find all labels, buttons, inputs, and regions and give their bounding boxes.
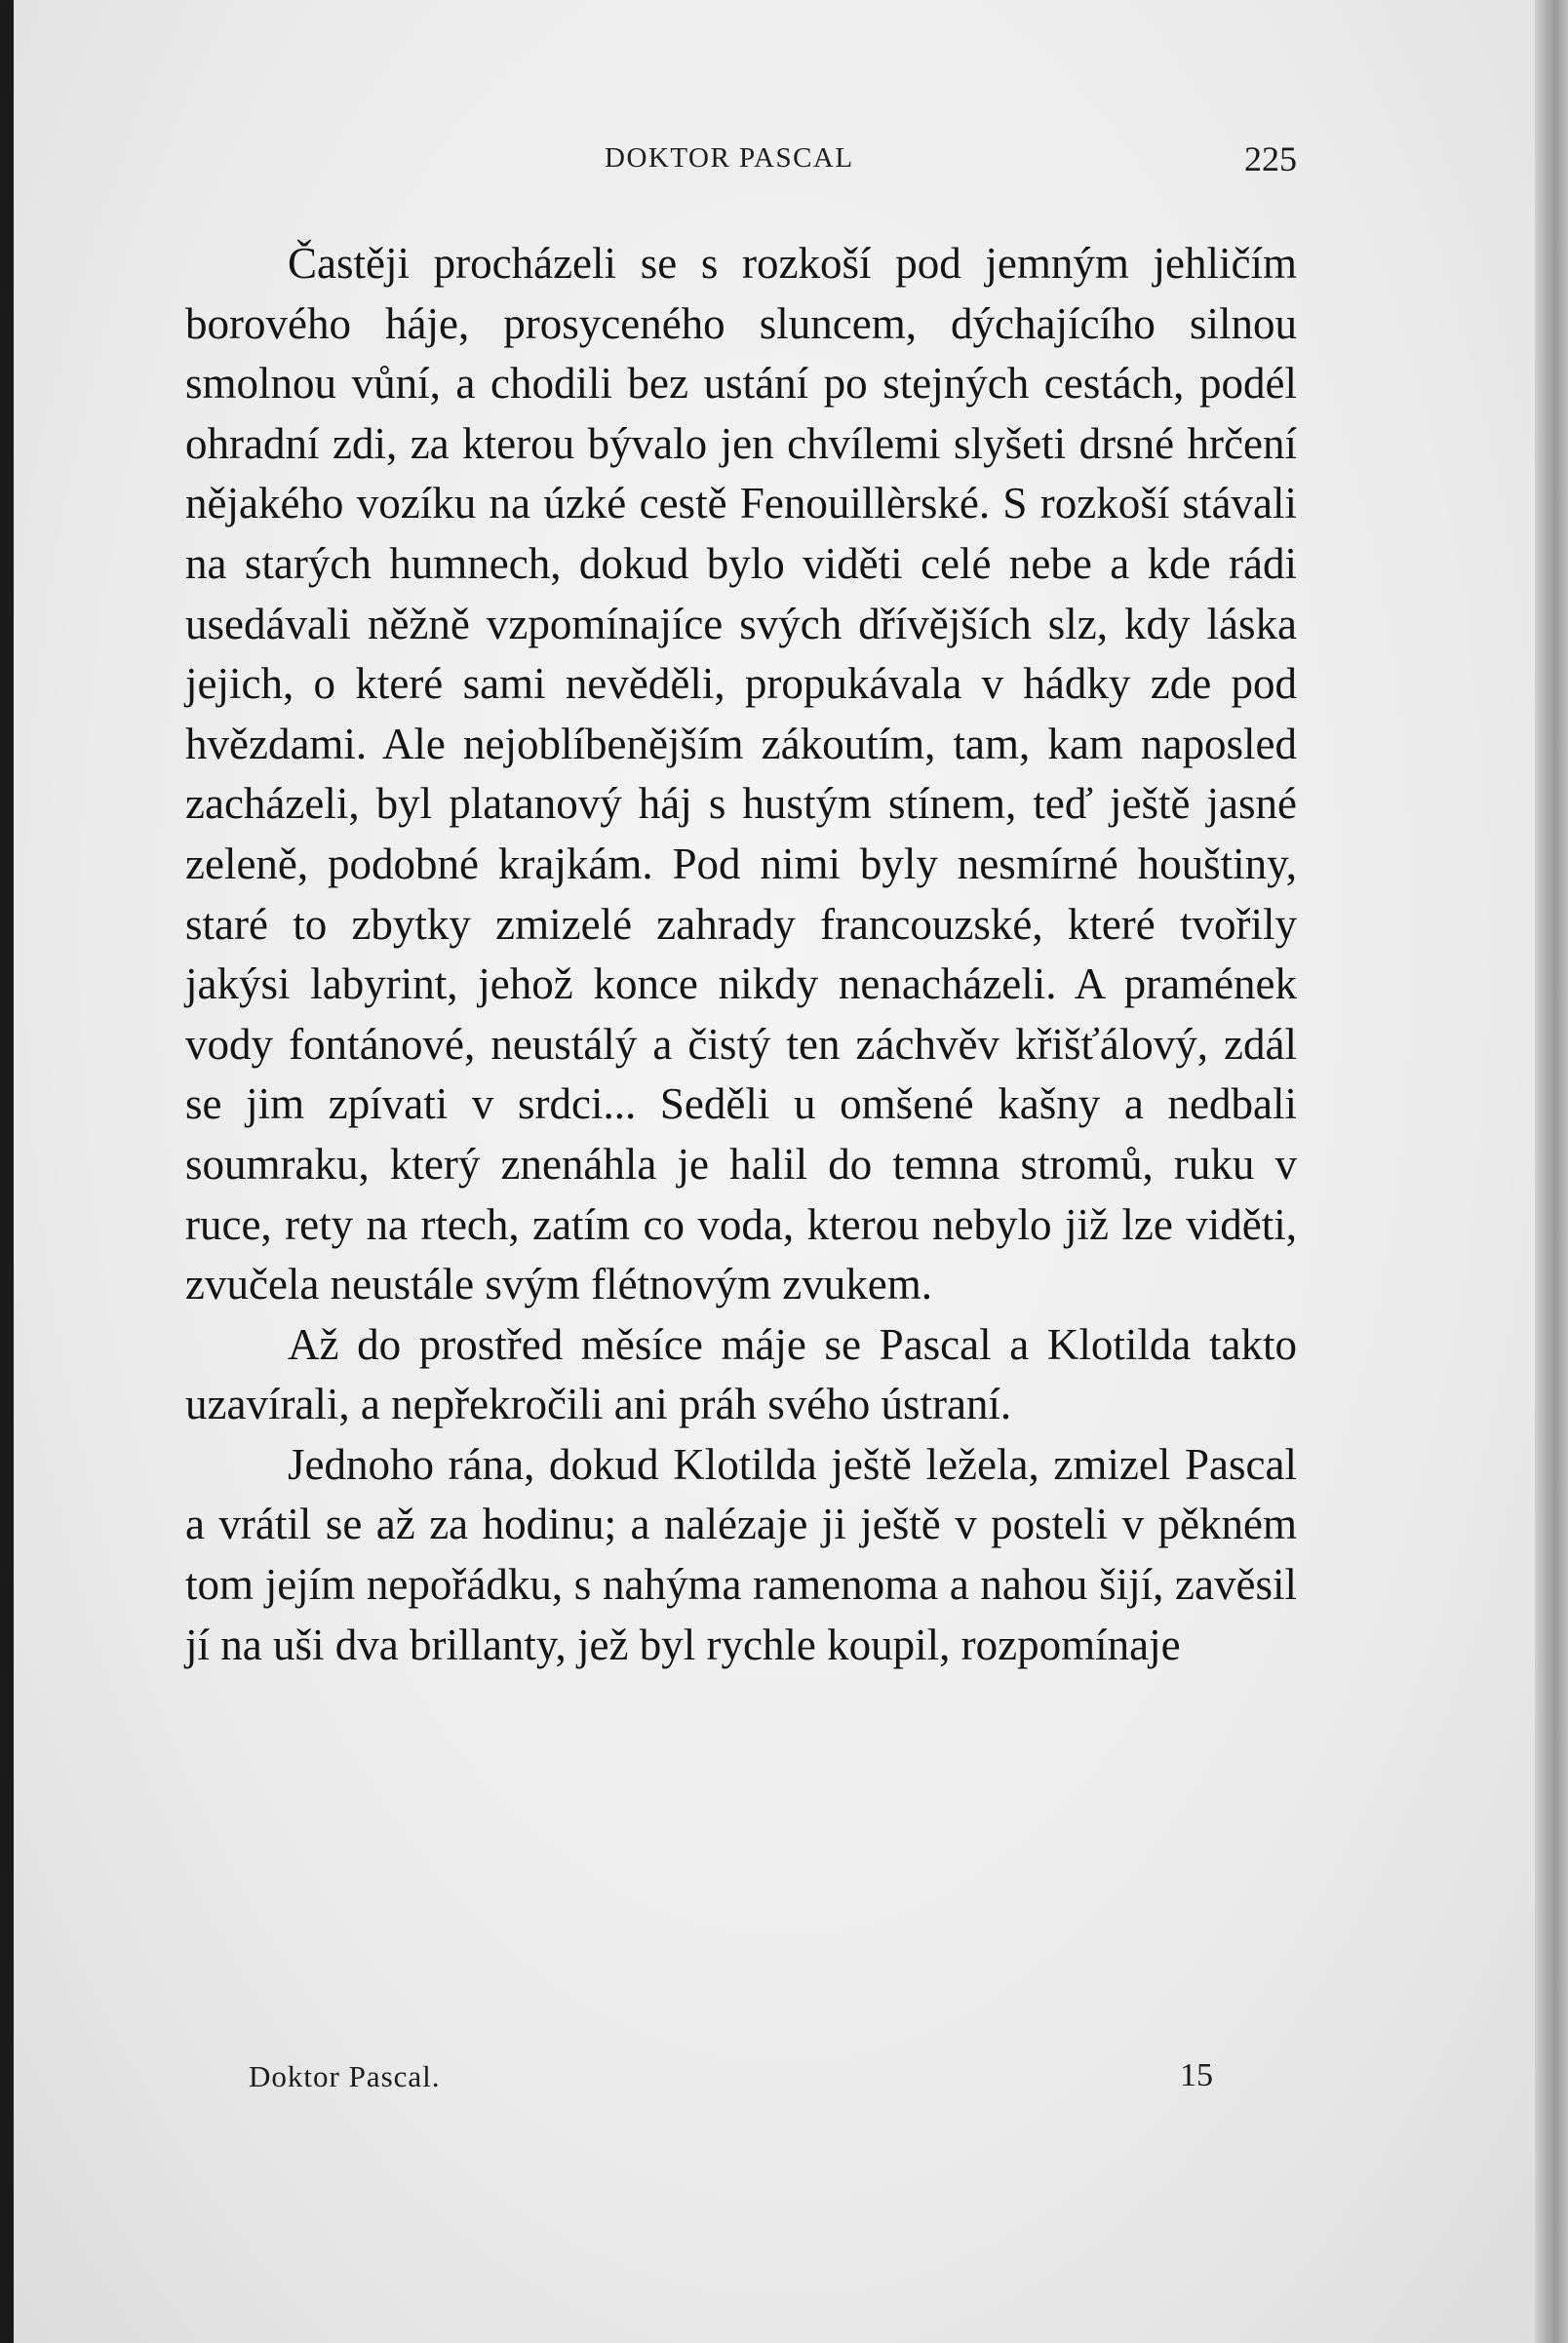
paragraph-3: Jednoho rána, dokud Klotilda ještě ležela, zmizel Pascal a vrátil se až za hodinu; a nalézaje ji ještě v posteli v pěkném tom jejím nepořádku, s nahýma ramenoma a nahou šijí, zavěsil jí na uši dva brillanty, jež byl rychle koupil, rozpomínaje [185,1439,1297,1669]
paragraph-1: Častěji procházeli se s rozkoší pod jemným jehličím borového háje, prosyceného sluncem, dýchajícího silnou smolnou vůní, a chodili bez ustání po stejných cestách, podél ohradní zdi, za kterou bývalo jen chvílemi slyšeti drsné hrčení nějakého vozíku na úzké cestě Fenouillèrské. S rozkoší stávali na starých humnech, dokud bylo viděti celé nebe a kde rádi usedávali něžně vzpomínajíce svých dřívějších slz, kdy láska jejich, o které sami nevěděli, propukávala v hádky zde pod hvězdami. Ale nejoblíbenějším zákoutím, tam, kam naposled zacházeli, byl platanový háj s hustým stínem, teď ještě jasné zeleně, podobné krajkám. Pod nimi byly nesmírné houštiny, staré to zbytky zmizelé zahrady francouzské, které tvořily jakýsi labyrint, jehož konce nikdy nenacházeli. A pramének vody fontánové, neustálý a čistý ten záchvěv křišťálový, zdál se jim zpívati v srdci... Seděli u omšené kašny a nedbali soumraku, který znenáhla je halil do temna stromů, ruku v ruce, rety na rtech, zatím co voda, kterou nebylo již lze viděti, zvučela neustále svým flétnovým zvukem. [185,239,1297,1309]
signature-title: Doktor Pascal. [249,2059,441,2093]
running-title: DOKTOR PASCAL [605,142,854,174]
page-left-edge [0,0,14,2343]
page-header [185,139,1297,181]
body-text [185,234,1297,1675]
page-right-edge [1535,0,1568,2343]
paragraph-2: Až do prostřed měsíce máje se Pascal a Klotilda takto uzavírali, a nepřekročili ani práh svého ústraní. [185,1319,1297,1429]
page-number: 225 [1244,139,1297,178]
page-footer [249,2059,1224,2098]
signature-number: 15 [1180,2057,1213,2093]
